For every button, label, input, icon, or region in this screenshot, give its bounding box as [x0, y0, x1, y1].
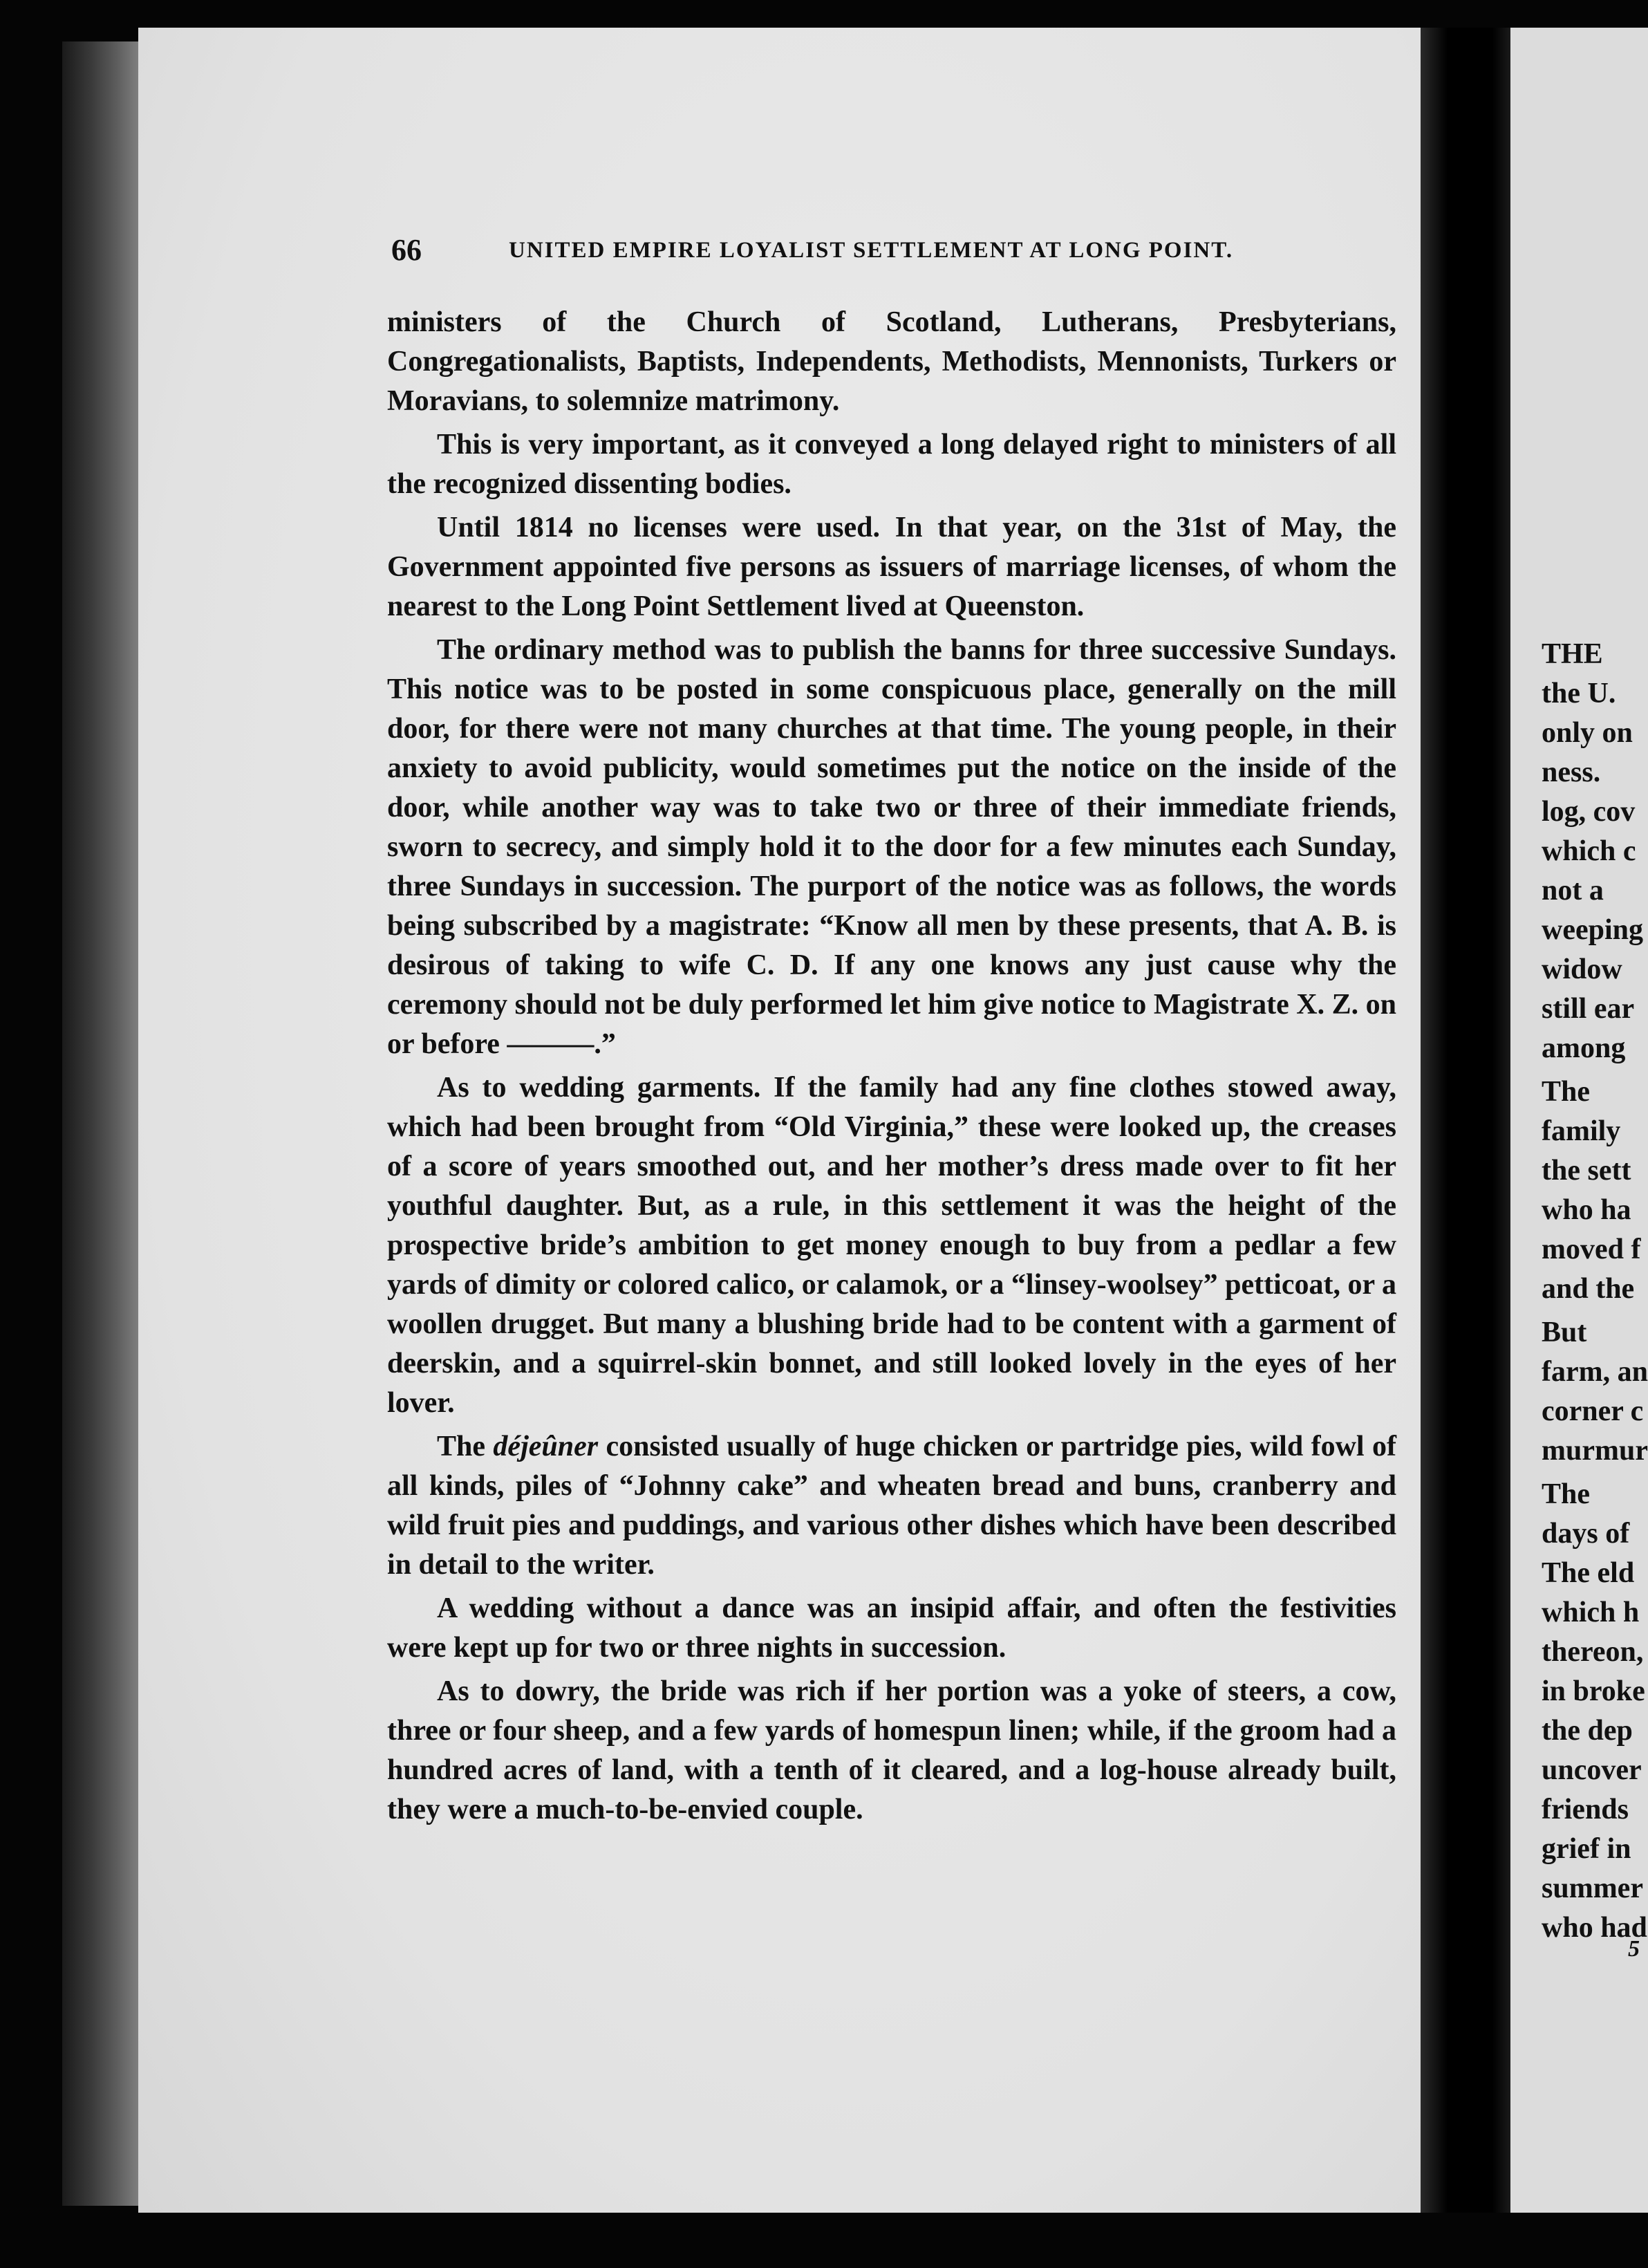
fragment-line: corner c: [1542, 1395, 1644, 1427]
fragment-line: ness.: [1542, 756, 1601, 788]
fragment-line: among: [1542, 1032, 1626, 1064]
paragraph: Until 1814 no licenses were used. In that year, on the 31st of May, the Government appointed five persons as issuers of marriage licenses, of whom the nearest to the Long Point Settlement lived at Queenston.: [387, 512, 1396, 622]
running-title: UNITED EMPIRE LOYALIST SETTLEMENT AT LONG POINT.: [509, 238, 1234, 263]
paragraph-continuation: ministers of the Church of Scotland, Lutherans, Presbyterians, Congregationalists, Baptists, Independents, Methodists, Mennonists, Turkers or Moravians, to solemnize matrimony.: [387, 306, 1396, 417]
page-gutter: [1421, 28, 1510, 2213]
fragment-line: which c: [1542, 835, 1636, 867]
paragraph-lead: The: [437, 1431, 486, 1462]
fragment-line: THE: [1542, 638, 1603, 670]
page-header: [391, 232, 1304, 274]
italic-word: déjeûner: [493, 1431, 599, 1462]
fragment-line: But: [1542, 1317, 1587, 1348]
fragment-line: moved f: [1542, 1234, 1641, 1265]
fragment-line: widow: [1542, 954, 1622, 985]
paragraph: A wedding without a dance was an insipid affair, and often the festivities were kept up for two or three nights in succession.: [387, 1592, 1396, 1664]
adjacent-page-mark: 5: [1628, 1936, 1640, 1962]
fragment-line: The eld: [1542, 1557, 1635, 1589]
fragment-line: the dep: [1542, 1715, 1633, 1747]
fragment-line: days of: [1542, 1518, 1630, 1550]
paragraph-rest: consisted usually of huge chicken or partridge pies, wild fowl of all kinds, piles of “Johnny cake” and wheaten bread and buns, cranberry and wild fruit pies and puddings, and various other dishes which have been described in detail to the writer.: [387, 1431, 1396, 1581]
fragment-line: which h: [1542, 1597, 1640, 1628]
paragraph: As to dowry, the bride was rich if her portion was a yoke of steers, a cow, three or four sheep, and a few yards of homespun linen; while, if the groom had a hundred acres of land, with a tenth of it cleared, and a log-house already built, they were a much-to-be-envied couple.: [387, 1675, 1396, 1825]
fragment-line: murmur: [1542, 1435, 1648, 1467]
fragment-line: log, cov: [1542, 796, 1636, 828]
fragment-line: thereon,: [1542, 1636, 1644, 1668]
fragment-line: only on: [1542, 717, 1633, 749]
fragment-line: the U.: [1542, 678, 1616, 709]
fragment-line: The: [1542, 1478, 1591, 1510]
paragraph-dejeuner: [387, 1427, 1396, 1585]
fragment-line: who had: [1542, 1912, 1647, 1944]
fragment-line: and the: [1542, 1273, 1635, 1305]
page-spine-edge: [62, 41, 145, 2206]
fragment-line: in broke: [1542, 1675, 1645, 1707]
fragment-line: family: [1542, 1115, 1621, 1147]
fragment-line: The: [1542, 1076, 1591, 1108]
fragment-line: summer: [1542, 1872, 1643, 1904]
fragment-line: farm, an: [1542, 1356, 1648, 1388]
fragment-line: not a: [1542, 875, 1604, 907]
fragment-line: friends: [1542, 1794, 1629, 1825]
page-body: [387, 303, 1396, 1834]
fragment-line: weeping: [1542, 914, 1643, 946]
fragment-line: the sett: [1542, 1155, 1631, 1187]
fragment-line: uncover: [1542, 1754, 1642, 1786]
fragment-line: grief in: [1542, 1833, 1631, 1865]
adjacent-page-fragment: [1510, 28, 1648, 2213]
paragraph: This is very important, as it conveyed a long delayed right to ministers of all the recognized dissenting bodies.: [387, 429, 1396, 500]
fragment-line: still ear: [1542, 993, 1635, 1025]
paragraph: As to wedding garments. If the family had any fine clothes stowed away, which had been brought from “Old Virginia,” these were looked up, the creases of a score of years smoothed out, and her mother’s dress made over to fit her youthful daughter. But, as a rule, in this settlement it was the height of the prospective bride’s ambition to get money enough to buy from a pedlar a few yards of dimity or colored calico, or calamok, or a “linsey-woolsey” petticoat, or a woollen drugget. But many a blushing bride had to be content with a garment of deerskin, and a squirrel-skin bonnet, and still looked lovely in the eyes of her lover.: [387, 1072, 1396, 1419]
page-number: 66: [391, 233, 422, 267]
paragraph: The ordinary method was to publish the banns for three successive Sundays. This notice was to be posted in some conspicuous place, generally on the mill door, for there were not many churches at that time. The young people, in their anxiety to avoid publicity, would sometimes put the notice on the inside of the door, while another way was to take two or three of their immediate friends, sworn to secrecy, and simply hold it to the door for a few minutes each Sunday, three Sundays in succession. The purport of the notice was as follows, the words being subscribed by a magistrate: “Know all men by these presents, that A. B. is desirous of taking to wife C. D. If any one knows any just cause why the ceremony should not be duly performed let him give notice to Magistrate X. Z. on or before ———.”: [387, 634, 1396, 1060]
fragment-line: who ha: [1542, 1194, 1631, 1226]
